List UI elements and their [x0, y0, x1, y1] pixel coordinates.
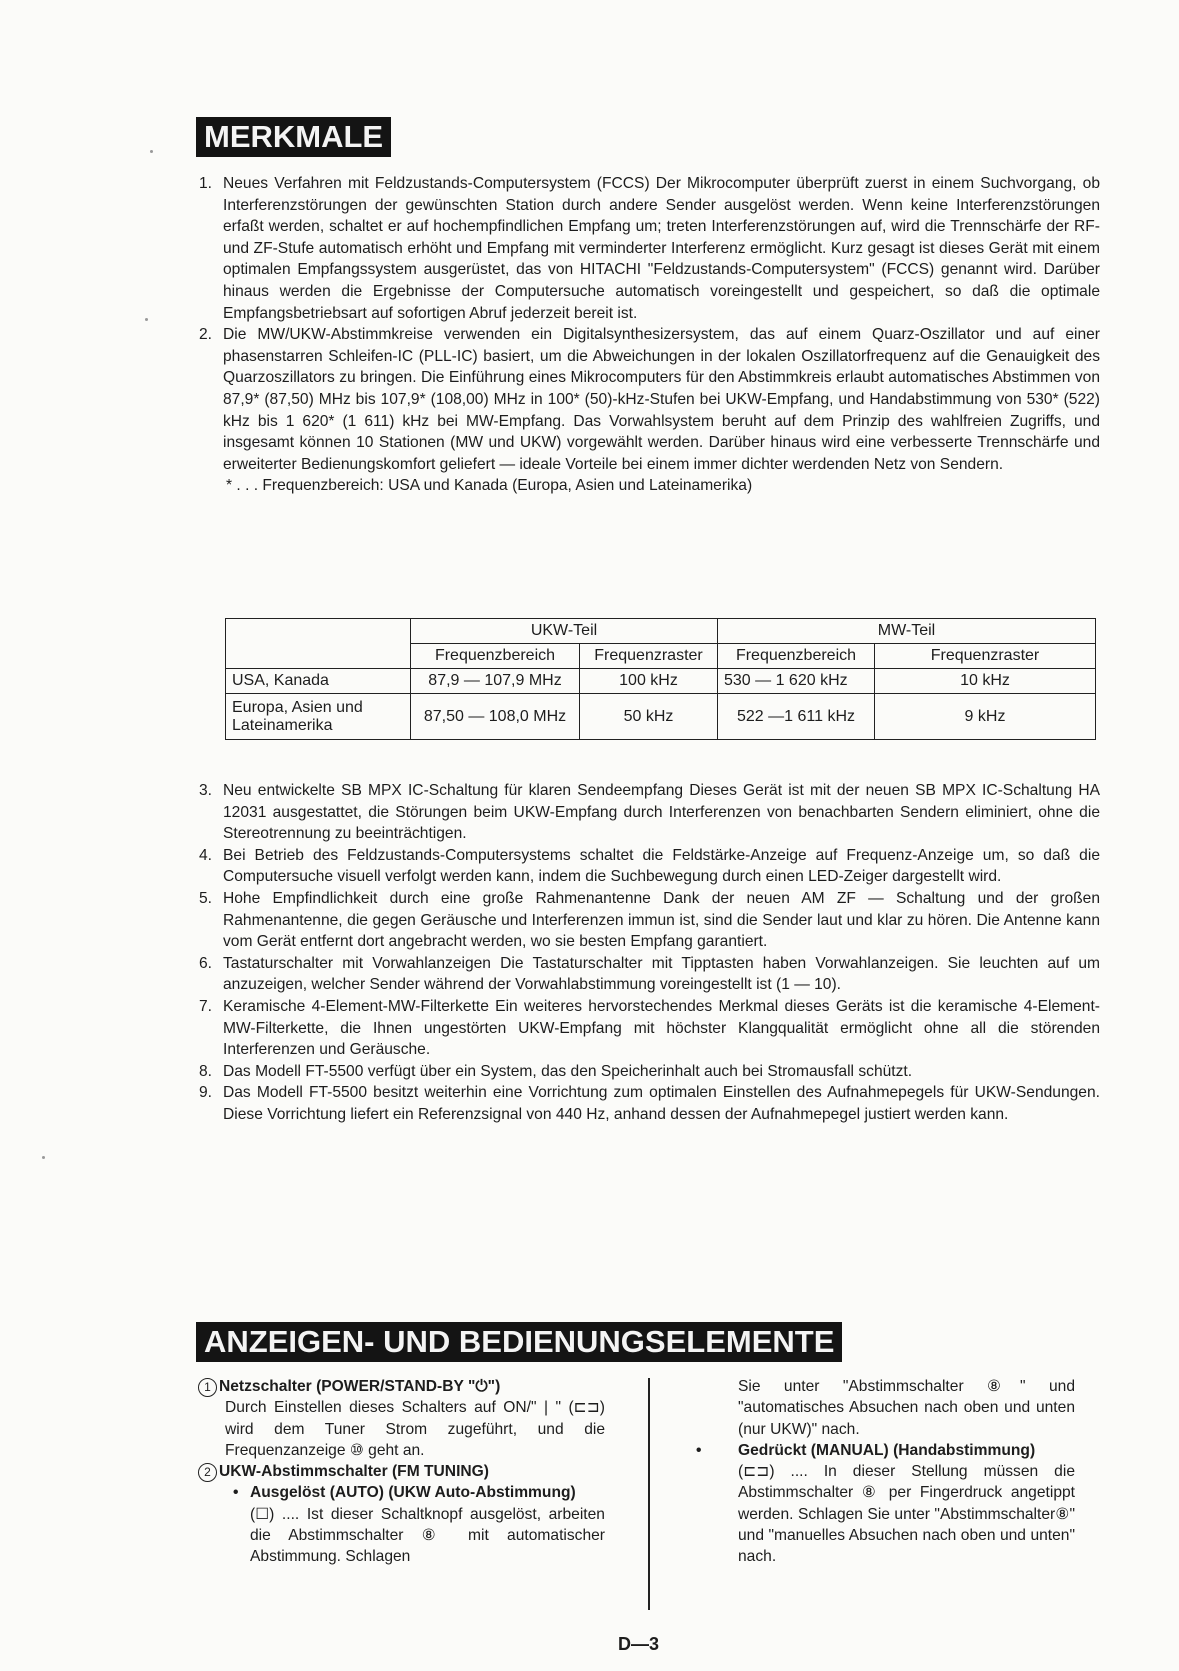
table-cell-ukw-range: 87,50 — 108,0 MHz — [411, 694, 580, 740]
feature-number: 3. — [199, 782, 213, 799]
feature-text: Neues Verfahren mit Feldzustands-Computersystem (FCCS) Der Mikrocomputer überprüft zuerst in einem Suchvorgang, ob Interferenzstörungen der gewünschten Station durch andere Sender ausgelöst werden. Wenn keine Interferenzstörungen erfaßt werden, schaltet er auf hochempfindlichen Empfang um; treten Interferenzstörungen auf, wird die Trennschärfe der RF- und ZF-Stufe automatisch erhöht und Empfang mit verminderter Interferenz ermöglicht. Kurz gesagt ist dieses Gerät mit einem optimalen Empfangssystem ausgerüstet, das von HITACHI "Feldzustands-Computersystem" (FCCS) genannt wird. Darüber hinaus werden die Ergebnisse der Computersuche automatisch voreingestellt und gespeichert, so daß die optimale Empfangsbetriebsart auf sofortigen Abruf jederzeit bereit ist. — [223, 175, 1100, 322]
control-title-fm-tuning — [198, 1461, 605, 1482]
feature-number: 8. — [199, 1062, 213, 1080]
page-number: D—3 — [618, 1634, 660, 1654]
feature-text: Tastaturschalter mit Vorwahlanzeigen Die Tastaturschalter mit Tipptasten haben Vorwahlanzeigen. Sie leuchten auf um anzuzeigen, welcher Sender während der Vorwahlabstimmung voreingestellt ist (1 — 10). — [223, 954, 1100, 994]
table-cell-region: USA, Kanada — [226, 669, 411, 694]
feature-item — [190, 996, 1100, 1061]
feature-item — [190, 888, 1100, 953]
bullet-title-text: Gedrückt (MANUAL) (Handabstimmung) — [738, 1441, 1036, 1459]
bullet-manual-title — [690, 1440, 1075, 1461]
section-heading-merkmale: MERKMALE — [196, 117, 391, 157]
auto-description-continued: Sie unter "Abstimmschalter ⑧" und "automatisches Absuchen nach oben und unten (nur UKW)" nach. — [738, 1378, 1075, 1438]
table-header-ukw-range: Frequenzbereich — [411, 644, 580, 669]
bullet-title-text: Ausgelöst (AUTO) (UKW Auto-Abstimmung) — [250, 1484, 576, 1502]
feature-number: 6. — [199, 954, 213, 972]
feature-text: Das Modell FT-5500 verfügt über ein System, das den Speicherinhalt auch bei Stromausfall schützt. — [223, 1062, 913, 1080]
scan-speck — [42, 1156, 45, 1159]
table-header-ukw-step: Frequenzraster — [580, 644, 718, 669]
frequency-table — [225, 618, 1096, 740]
feature-text: Die MW/UKW-Abstimmkreise verwenden ein Digitalsynthesizersystem, das auf einem Quarz-Oszillator und auf einer phasenstarren Schleifen-IC (PLL-IC) basiert, um die Abweichungen in der lokalen Oszillatorfrequenz auf die Genauigkeit des Quarzoszillators zu bringen. Die Einführung eines Mikrocomputers für den Abstimmkreis erlaubt automatisches Abstimmen von 87,9* (87,50) MHz bis 107,9* (108,00) MHz in 100* (50)-kHz-Stufen bei UKW-Empfang, und Handabstimmung von 530* (522) kHz bis 1 620* (1 611) kHz bei MW-Empfang. Das Vorwahlsystem beruht auf dem Prinzip des wahlfreien Zugriffs, und insgesamt können 10 Stationen (MW und UKW) vorgewählt werden. Darüber hinaus wird eine verbesserte Trennschärfe und erweiterter Bedienungskomfort geliefert — ideale Vorteile bei einem immer dichter werdenden Netz von Sendern. — [223, 326, 1100, 473]
feature-item — [190, 953, 1100, 996]
features-list — [190, 173, 1100, 497]
feature-text: Keramische 4-Element-MW-Filterkette Ein weiteres hervorstechendes Merkmal dieses Geräts ist die keramische 4-Element-MW-Filterkette, die Ihnen ungestörten UKW-Empfang mit höchster Klangqualität ermöglicht ohne all die störenden Interferenzen und Geräusche. — [223, 997, 1100, 1059]
bullet-dot-icon: • — [233, 1484, 239, 1502]
table-cell-mw-step: 10 kHz — [875, 669, 1096, 694]
control-title-power — [198, 1376, 605, 1397]
column-divider — [648, 1378, 650, 1610]
control-title-text: UKW-Abstimmschalter (FM TUNING) — [219, 1463, 489, 1481]
feature-text: Neu entwickelte SB MPX IC-Schaltung für klaren Sendeempfang Dieses Gerät ist mit der neuen SB MPX IC-Schaltung HA 12031 ausgestattet, die Störungen beim UKW-Empfang durch Interferenzen von benachbarten Sendern eliminiert, ohne die Stereotrennung zu beeinträchtigen. — [223, 782, 1100, 843]
control-number-badge: 2 — [198, 1463, 217, 1482]
table-cell-ukw-range: 87,9 — 107,9 MHz — [411, 669, 580, 694]
table-header-mw-range: Frequenzbereich — [718, 644, 875, 669]
feature-text: Das Modell FT-5500 besitzt weiterhin eine Vorrichtung zum optimalen Einstellen des Aufnahmepegels für UKW-Sendungen. Diese Vorrichtung liefert ein Referenzsignal von 440 Hz, anhand dessen der Aufnahmepegel justiert werden kann. — [223, 1084, 1100, 1123]
control-title-text: Netzschalter (POWER/STAND-BY "⏻") — [219, 1378, 501, 1395]
bullet-auto-description: (☐) .... Ist dieser Schaltknopf ausgelöst, arbeiten die Abstimmschalter ⑧ mit automatischer Abstimmung. Schlagen — [250, 1505, 605, 1566]
table-header-mw-step: Frequenzraster — [875, 644, 1096, 669]
feature-number: 1. — [199, 175, 213, 192]
feature-number: 5. — [199, 889, 213, 907]
feature-number: 4. — [199, 846, 213, 864]
table-corner-cell — [226, 619, 411, 669]
feature-item — [190, 845, 1100, 888]
bullet-manual-description: (⊏⊐) .... In dieser Stellung müssen die Abstimmschalter ⑧ per Fingerdruck angetippt werden. Schlagen Sie unter "Abstimmschalter⑧" und "manuelles Absuchen nach oben und unten" nach. — [738, 1463, 1075, 1566]
feature-item — [190, 1082, 1100, 1125]
table-cell-mw-range: 522 —1 611 kHz — [718, 694, 875, 740]
table-group-mw: MW-Teil — [718, 619, 1096, 644]
bullet-dot-icon: • — [696, 1441, 702, 1459]
section-heading-controls: ANZEIGEN- UND BEDIENUNGSELEMENTE — [196, 1322, 842, 1362]
feature-text: Hohe Empfindlichkeit durch eine große Rahmenantenne Dank der neuen AM ZF — Schaltung und der großen Rahmenantenne, die gegen Geräusche und Interferenzen immun ist, sind die Sender laut und klar zu hören. Die Antenne kann vom Gerät entfernt dort angebracht werden, wo sie besten Empfang garantiert. — [223, 889, 1100, 951]
feature-item — [190, 324, 1100, 475]
table-cell-mw-range: 530 — 1 620 kHz — [718, 669, 875, 694]
scan-speck — [145, 318, 148, 321]
features-list-continued — [190, 780, 1100, 1126]
table-cell-ukw-step: 100 kHz — [580, 669, 718, 694]
table-row — [226, 694, 1096, 740]
table-cell-ukw-step: 50 kHz — [580, 694, 718, 740]
feature-number: 2. — [199, 326, 213, 344]
scan-speck — [150, 150, 153, 153]
feature-number: 9. — [199, 1084, 213, 1102]
feature-item — [190, 173, 1100, 324]
control-description-power: Durch Einstellen dieses Schalters auf ON/" | " (⊏⊐) wird dem Tuner Strom zugeführt, und die Frequenzanzeige ⑩ geht an. — [225, 1399, 605, 1459]
controls-column-left — [198, 1376, 605, 1568]
feature-text: Bei Betrieb des Feldzustands-Computersystems schaltet die Feldstärke-Anzeige auf Frequenz-Anzeige um, so daß die Computersuche visuell verfolgt werden kann, indem die Suchbewegung durch einen LED-Zeiger dargestellt wird. — [223, 846, 1100, 886]
frequency-note: * . . . Frequenzbereich: USA und Kanada (Europa, Asien und Lateinamerika) — [226, 477, 753, 495]
control-number-badge: 1 — [198, 1378, 217, 1397]
table-group-ukw: UKW-Teil — [411, 619, 718, 644]
feature-item — [190, 780, 1100, 845]
table-cell-region: Europa, Asien und Lateinamerika — [226, 694, 411, 740]
feature-item — [190, 1061, 1100, 1083]
feature-number: 7. — [199, 997, 213, 1015]
bullet-auto-title — [198, 1482, 605, 1503]
controls-column-right — [690, 1376, 1075, 1568]
table-cell-mw-step: 9 kHz — [875, 694, 1096, 740]
table-row — [226, 669, 1096, 694]
